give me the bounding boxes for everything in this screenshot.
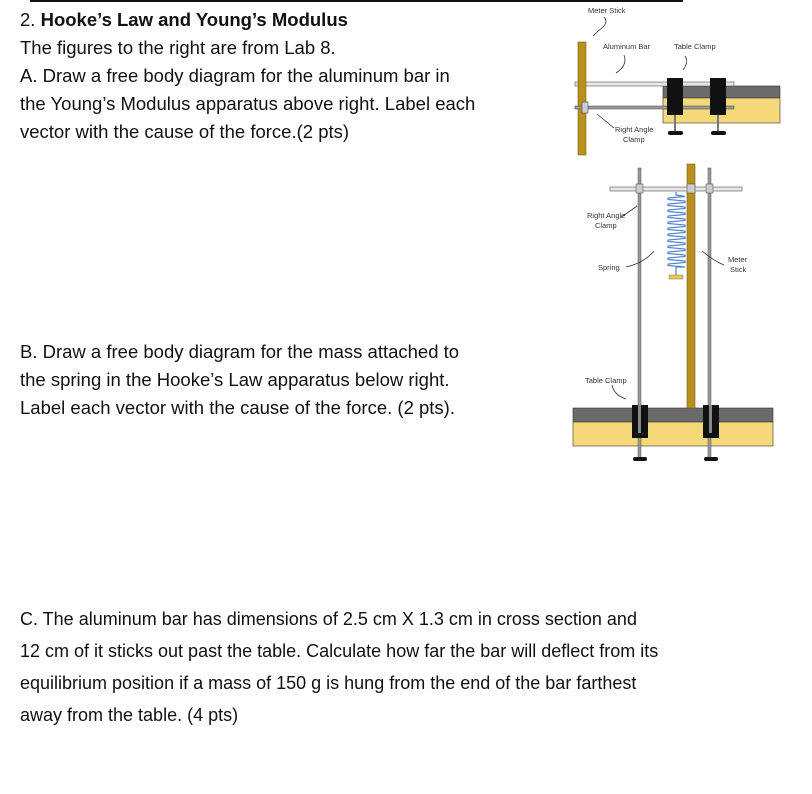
label-meter-stick: Meter Stick bbox=[588, 6, 626, 15]
crossbar bbox=[610, 187, 742, 191]
label-right-angle-clamp-line2: Clamp bbox=[623, 135, 645, 144]
part-c-line: 12 cm of it sticks out past the table. Calculate how far the bar will deflect from its bbox=[20, 641, 659, 661]
part-c-line: equilibrium position if a mass of 150 g is hung from the end of the bar farthest bbox=[20, 673, 637, 693]
label-table-clamp: Table Clamp bbox=[585, 376, 627, 385]
part-b-line: B. Draw a free body diagram for the mass attached to bbox=[20, 341, 460, 362]
part-b-line: Label each vector with the cause of the force. (2 pts). bbox=[20, 397, 455, 418]
table-body bbox=[573, 422, 773, 446]
table-top bbox=[573, 408, 773, 422]
label-aluminum-bar: Aluminum Bar bbox=[603, 42, 651, 51]
right-angle-clamp bbox=[636, 184, 643, 193]
hanging-mass bbox=[669, 275, 683, 279]
right-angle-clamp bbox=[687, 184, 695, 193]
part-c-line: away from the table. (4 pts) bbox=[20, 705, 239, 725]
label-right-angle-clamp: Right Angle bbox=[587, 211, 626, 220]
hookes-law-figure bbox=[573, 164, 773, 461]
meter-stick bbox=[687, 164, 695, 408]
label-table-clamp: Table Clamp bbox=[674, 42, 716, 51]
part-a-line: vector with the cause of the force.(2 pts) bbox=[20, 121, 350, 142]
label-meter-stick-line2: Stick bbox=[730, 265, 747, 274]
part-a-line: the Young’s Modulus apparatus above right. Label each bbox=[20, 93, 476, 114]
question-title: 2. Hooke’s Law and Young’s Modulus bbox=[20, 9, 348, 30]
meter-stick bbox=[578, 42, 586, 155]
part-b-line: the spring in the Hooke’s Law apparatus below right. bbox=[20, 369, 450, 390]
right-angle-clamp bbox=[706, 184, 713, 193]
label-spring: Spring bbox=[598, 263, 620, 272]
part-c-line: C. The aluminum bar has dimensions of 2.5 cm X 1.3 cm in cross section and bbox=[20, 609, 637, 629]
spring bbox=[668, 192, 685, 279]
intro-text: The figures to the right are from Lab 8. bbox=[20, 37, 336, 58]
label-right-angle-clamp: Right Angle bbox=[615, 125, 654, 134]
part-a-line: A. Draw a free body diagram for the aluminum bar in bbox=[20, 65, 450, 86]
label-right-angle-clamp-line2: Clamp bbox=[595, 221, 617, 230]
right-angle-clamp bbox=[582, 102, 588, 113]
youngs-modulus-figure bbox=[575, 6, 780, 155]
label-meter-stick: Meter bbox=[728, 255, 748, 264]
